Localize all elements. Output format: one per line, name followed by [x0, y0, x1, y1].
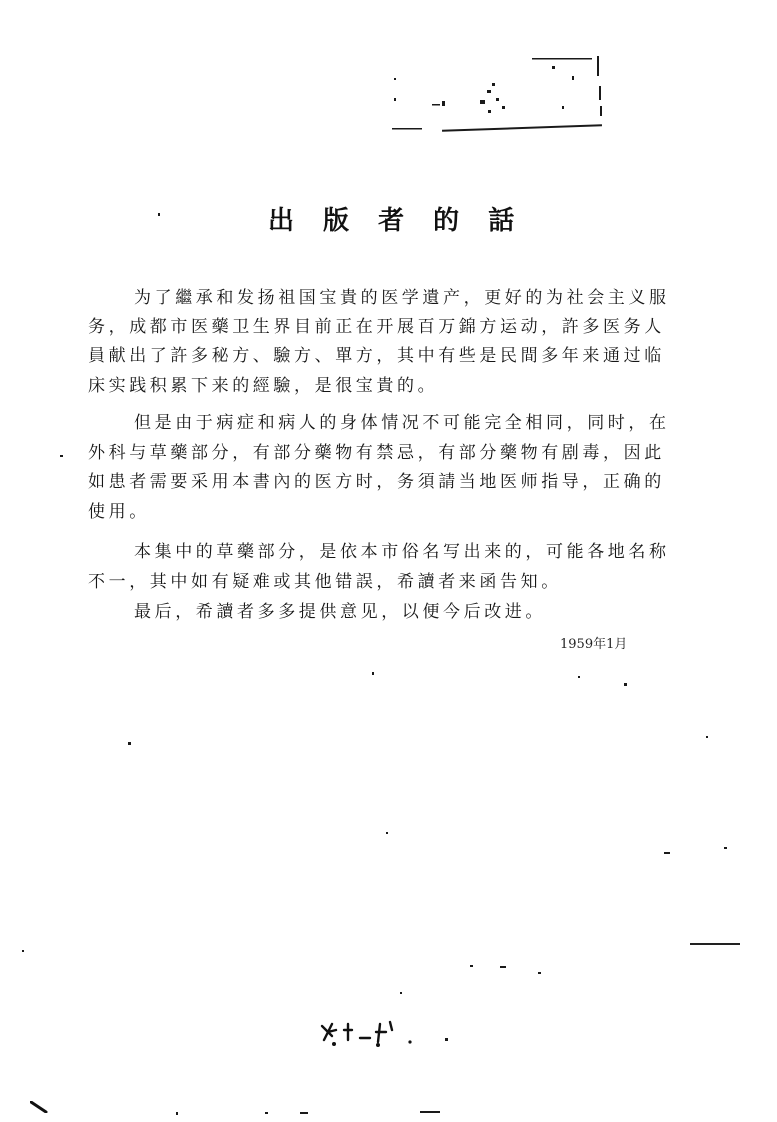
- scan-speck: [500, 966, 506, 968]
- scan-speck: [386, 832, 388, 834]
- paragraph-3-line-1: 本集中的草藥部分，是依本市俗名写出来的，可能各地名称: [134, 542, 670, 562]
- publication-date: 1959年1月: [560, 637, 628, 652]
- scan-speck: [128, 742, 131, 745]
- scan-speck: [265, 1112, 268, 1114]
- paragraph-2-line-4: 使用。: [88, 502, 150, 522]
- handwritten-signature-icon: [318, 1018, 428, 1048]
- paragraph-4-line-1: 最后，希讀者多多提供意见，以便今后改进。: [134, 602, 546, 622]
- scan-speck: [538, 972, 541, 974]
- scan-speck: [420, 1111, 440, 1113]
- scan-speck: [372, 672, 374, 675]
- scan-speck: [176, 1112, 178, 1115]
- paragraph-2-line-2: 外科与草藥部分，有部分藥物有禁忌，有部分藥物有剧毒，因此: [88, 443, 665, 463]
- paragraph-2-line-1: 但是由于病症和病人的身体情况不可能完全相同，同时，在: [134, 413, 670, 433]
- scan-speck: [724, 847, 727, 849]
- scan-speck: [664, 852, 670, 854]
- scan-speck: [400, 992, 402, 994]
- paragraph-3-line-2: 不一，其中如有疑难或其他错誤，希讀者来函告知。: [88, 572, 562, 592]
- scan-speck: [60, 455, 63, 457]
- scan-line-fragment: [690, 943, 740, 945]
- scan-speck: [578, 676, 580, 678]
- scan-speck: [706, 736, 708, 738]
- scan-speck: [158, 213, 160, 216]
- library-stamp-icon: [392, 48, 612, 134]
- paragraph-1-line-4: 床实践积累下来的經驗，是很宝貴的。: [88, 376, 439, 396]
- scan-speck: [445, 1038, 448, 1041]
- paragraph-1-line-3: 員献出了許多秘方、驗方、單方，其中有些是民間多年来通过临: [88, 346, 665, 366]
- scan-speck: [624, 683, 627, 686]
- paragraph-2-line-3: 如患者需要采用本書內的医方时，务須請当地医师指导，正确的: [88, 472, 665, 492]
- scan-speck: [470, 965, 473, 967]
- page-title: 出 版 者 的 話: [268, 206, 525, 236]
- scan-speck: [22, 950, 24, 952]
- scan-speck: [300, 1112, 308, 1114]
- pen-mark-icon: [30, 1098, 48, 1110]
- paragraph-1-line-2: 务，成都市医藥卫生界目前正在开展百万錦方运动，許多医务人: [88, 317, 665, 337]
- paragraph-1-line-1: 为了繼承和发扬祖国宝貴的医学遺产，更好的为社会主义服: [134, 288, 670, 308]
